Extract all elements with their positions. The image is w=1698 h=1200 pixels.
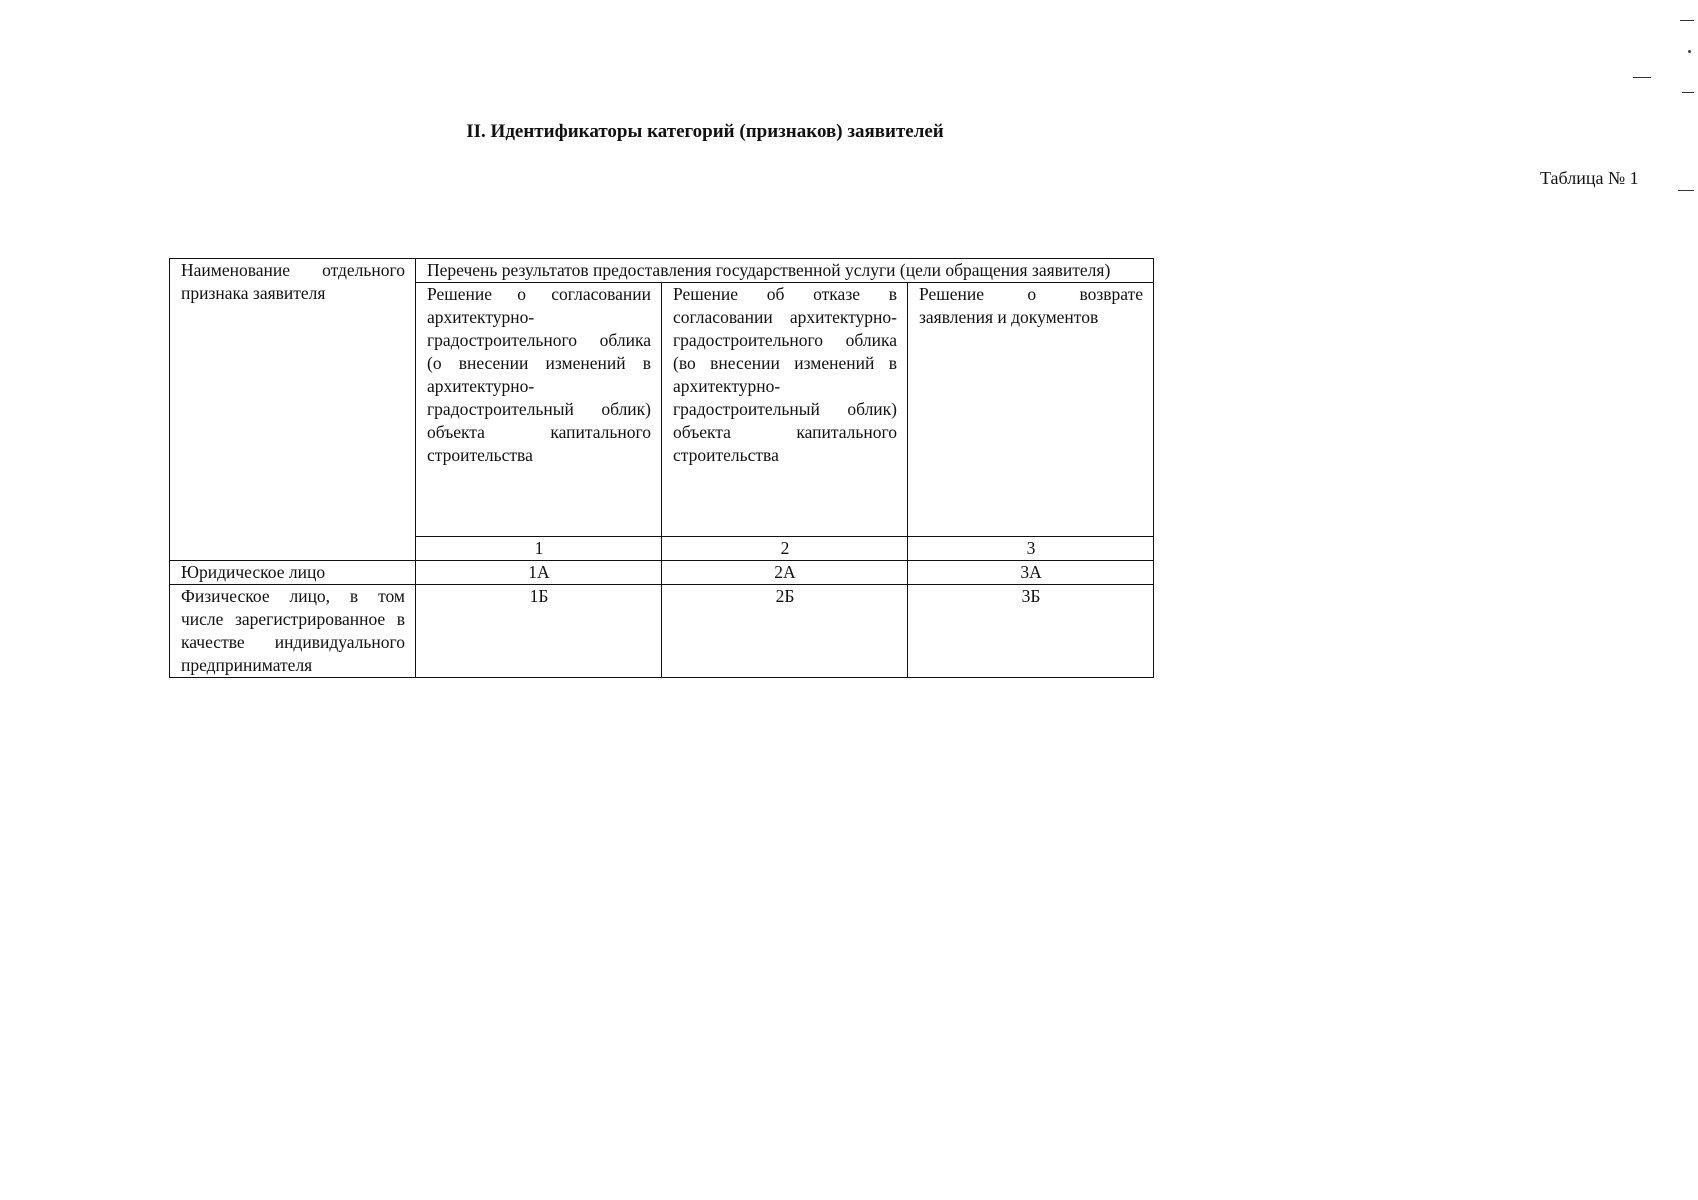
feature-name-header: Наименование отдельного признака заявителя bbox=[170, 259, 416, 561]
scan-artifact bbox=[1682, 92, 1694, 93]
column-number: 3 bbox=[908, 537, 1154, 561]
scan-artifact bbox=[1633, 77, 1651, 78]
code-cell: 1Б bbox=[416, 585, 662, 678]
page-title: II. Идентификаторы категорий (признаков) заявителей bbox=[466, 121, 944, 142]
feature-cell: Физическое лицо, в том числе зарегистрированное в качестве индивидуального предпринимателя bbox=[170, 585, 416, 678]
column-number: 1 bbox=[416, 537, 662, 561]
code-cell: 2Б bbox=[662, 585, 908, 678]
scan-artifact bbox=[1688, 50, 1691, 53]
table-row bbox=[170, 561, 1154, 585]
result-header-return: Решение о возврате заявления и документов bbox=[908, 283, 1154, 537]
code-cell: 2А bbox=[662, 561, 908, 585]
table-number-label: Таблица № 1 bbox=[1540, 168, 1639, 188]
results-list-header: Перечень результатов предоставления государственной услуги (цели обращения заявителя) bbox=[416, 259, 1154, 283]
applicant-category-table bbox=[169, 258, 1154, 678]
result-header-approval: Решение о согласовании архитектурно-градостроительного облика (о внесении изменений в архитектурно-градостроительный облик) объекта капитального строительства bbox=[416, 283, 662, 537]
feature-cell: Юридическое лицо bbox=[170, 561, 416, 585]
scan-artifact bbox=[1680, 20, 1694, 21]
table-row bbox=[170, 585, 1154, 678]
code-cell: 3Б bbox=[908, 585, 1154, 678]
result-header-refusal: Решение об отказе в согласовании архитектурно-градостроительного облика (во внесении изменений в архитектурно-градостроительный облик) объекта капитального строительства bbox=[662, 283, 908, 537]
code-cell: 1А bbox=[416, 561, 662, 585]
scan-artifact bbox=[1678, 190, 1694, 191]
column-number: 2 bbox=[662, 537, 908, 561]
code-cell: 3А bbox=[908, 561, 1154, 585]
table-header-row bbox=[170, 259, 1154, 283]
